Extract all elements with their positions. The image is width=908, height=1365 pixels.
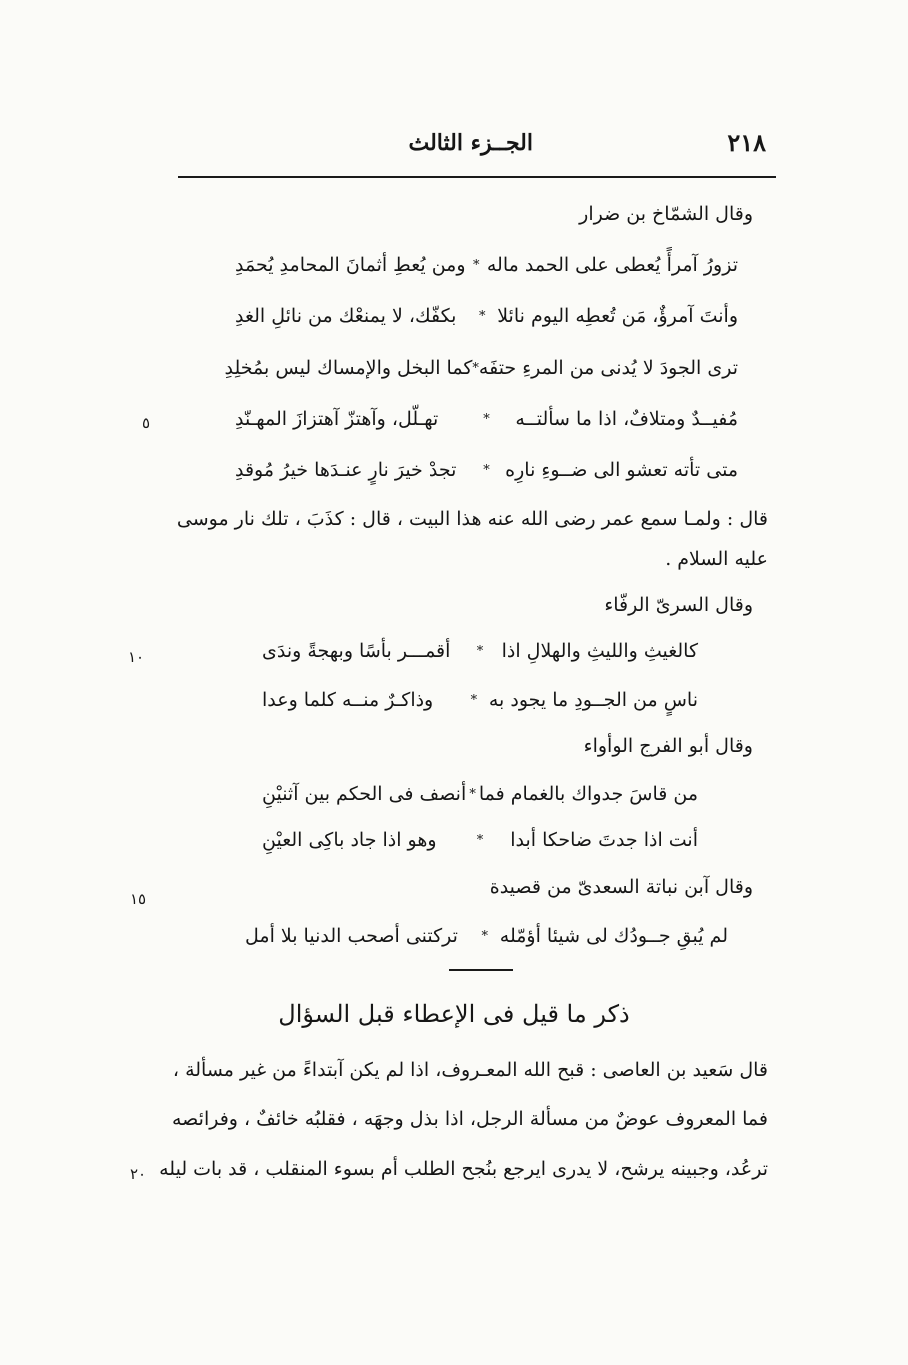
verse-separator: * <box>483 462 490 478</box>
verse-separator: * <box>478 308 486 324</box>
page-number: ٢١٨ <box>727 128 766 157</box>
verse-line <box>235 459 738 481</box>
poet-intro-waawaa: وقال أبو الفرج الوأواء <box>583 735 753 757</box>
verse-separator: * <box>470 692 478 708</box>
verse-separator: * <box>483 411 490 427</box>
verse-separator: * <box>481 928 489 944</box>
verse-first-hemistich: وأنتَ آمرؤٌ، مَن تُعطِه اليوم نائلا <box>497 305 738 327</box>
verse-second-hemistich: تهـلّل، وآهتزّ آهتزازَ المهـنّدِ <box>235 408 439 430</box>
volume-title: الجــزء الثالث <box>408 130 533 156</box>
verse-first-hemistich: متى تأته تعشو الى ضــوءِ نارِه <box>505 459 738 481</box>
prose-line: فما المعروف عوضٌ من مسألة الرجل، اذا بذل وجهَه ، فقلبُه خائفٌ ، وفرائصه <box>172 1108 768 1130</box>
verse-second-hemistich: وذاكـرٌ منــه كلما وعدا <box>262 689 434 711</box>
verse-first-hemistich: كالغيثِ والليثِ والهلالِ اذا <box>501 640 698 662</box>
verse-second-hemistich: تركتنى أصحب الدنيا بلا أمل <box>245 925 458 947</box>
prose-line: ترعُد، وجبينه يرشح، لا يدرى ايرجع بنُجح الطلب أم بسوء المنقلب ، قد بات ليله <box>159 1158 768 1180</box>
prose-line: قال سَعيد بن العاصى : قبح الله المعـروف، اذا لم يكن آبتداءً من غير مسألة ، <box>172 1059 768 1081</box>
verse-second-hemistich: وهو اذا جاد باكِى العيْنِ <box>262 829 437 851</box>
verse-separator: * <box>476 832 484 848</box>
verse-separator: * <box>469 786 476 802</box>
verse-first-hemistich: مُفيــدٌ ومتلافٌ، اذا ما سألتــه <box>515 408 738 430</box>
poet-intro-ibn-nubata: وقال آبن نباتة السعدىّ من قصيدة <box>489 876 753 898</box>
verse-second-hemistich: كما البخل والإمساك ليس بمُخلِدِ <box>224 357 473 379</box>
margin-line-number: ١٠ <box>128 648 145 666</box>
verse-line <box>235 408 738 430</box>
section-title: ذكر ما قيل فى الإعطاء قبل السؤال <box>278 1000 630 1028</box>
margin-line-number: ٥ <box>142 414 151 432</box>
verse-second-hemistich: ومن يُعطِ أثمانَ المحامدِ يُحمَدِ <box>235 254 466 276</box>
commentary-line: قال : ولمـا سمع عمر رضى الله عنه هذا البيت ، قال : كذَبَ ، تلك نار موسى <box>176 508 768 530</box>
verse-second-hemistich: تجدْ خيرَ نارٍ عنـدَها خيرُ مُوقدِ <box>235 459 457 481</box>
verse-line <box>224 357 738 379</box>
verse-separator: * <box>476 643 484 659</box>
verse-second-hemistich: أنصف فى الحكم بين آثنيْنِ <box>262 783 467 805</box>
verse-separator: * <box>472 360 479 376</box>
verse-line <box>262 829 698 851</box>
verse-line <box>235 254 738 276</box>
verse-first-hemistich: ناسٍ من الجــودِ ما يجود به <box>488 689 698 711</box>
verse-first-hemistich: تزورُ آمرأً يُعطى على الحمد ماله <box>486 254 738 276</box>
verse-line <box>262 689 698 711</box>
verse-separator: * <box>472 257 480 273</box>
verse-second-hemistich: أقمـــر بأسًا وبهجةً وندَى <box>262 640 451 662</box>
verse-second-hemistich: بكفّك، لا يمنعْك من نائلِ الغدِ <box>235 305 457 327</box>
verse-line <box>245 925 728 947</box>
verse-line <box>235 305 738 327</box>
verse-first-hemistich: لم يُبقِ جــودُك لى شيئا أؤمّله <box>499 925 728 947</box>
margin-line-number: ١٥ <box>130 890 147 908</box>
poet-intro-sari: وقال السرىّ الرفّاء <box>604 594 753 616</box>
section-divider <box>449 969 513 971</box>
poet-intro-shammakh: وقال الشمّاخ بن ضرار <box>579 203 753 225</box>
verse-first-hemistich: من قاسَ جدواك بالغمام فما <box>478 783 698 805</box>
commentary-line: عليه السلام . <box>665 548 768 570</box>
header-rule <box>178 176 776 178</box>
verse-first-hemistich: ترى الجودَ لا يُدنى من المرءِ حتفَه <box>478 357 738 379</box>
margin-line-number: ٢٠ <box>130 1165 147 1183</box>
verse-line <box>262 640 698 662</box>
verse-first-hemistich: أنت اذا جدتَ ضاحكا أبدا <box>510 829 698 851</box>
verse-line <box>262 783 698 805</box>
